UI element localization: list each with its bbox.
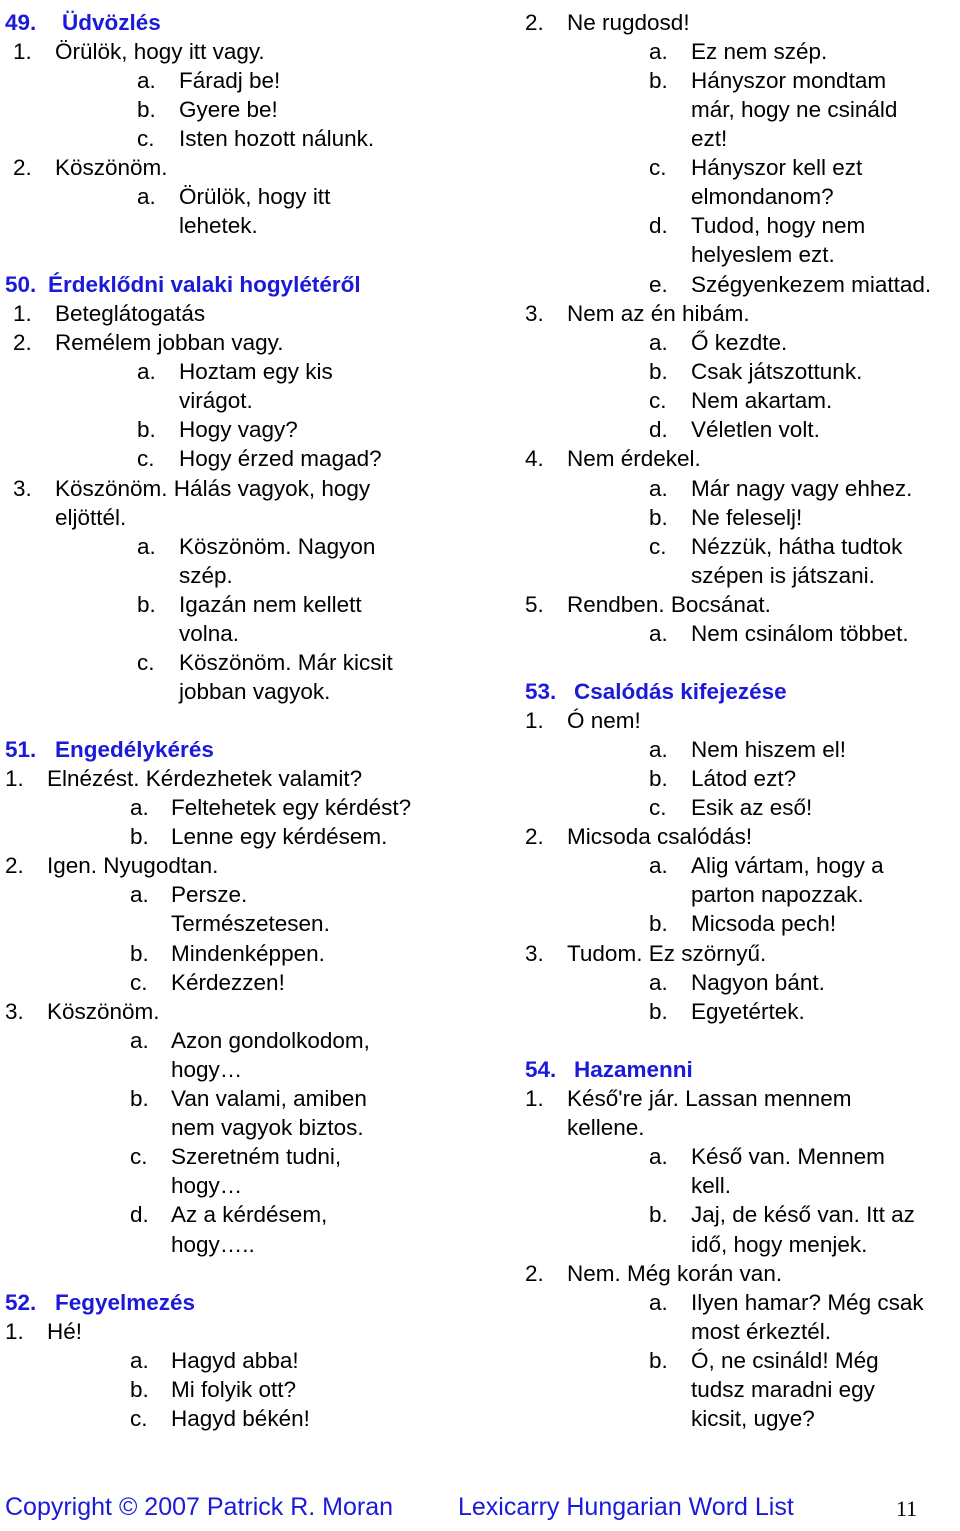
text-line: Szeretném tudni,	[171, 1144, 342, 1169]
text-line: 1.	[525, 1086, 544, 1111]
text-line: Igazán nem kellett	[179, 592, 362, 617]
text-line: b.	[130, 1377, 149, 1402]
text-line: Köszönöm. Hálás vagyok, hogy	[55, 476, 371, 501]
text-line: Remélem jobban vagy.	[55, 330, 284, 355]
text-line: b.	[649, 999, 668, 1024]
text-line: Micsoda pech!	[691, 911, 837, 936]
text-line: Szégyenkezem miattad.	[691, 272, 932, 297]
text-line: Nem az én hibám.	[567, 301, 750, 326]
text-line: c.	[649, 534, 667, 559]
text-line: Ilyen hamar? Még csak	[691, 1290, 924, 1315]
text-line: Gyere be!	[179, 97, 278, 122]
text-line: Örülök, hogy itt	[179, 184, 331, 209]
section-heading: Csalódás kifejezése	[574, 679, 787, 704]
text-line: Lenne egy kérdésem.	[171, 824, 388, 849]
text-line: Nem hiszem el!	[691, 737, 847, 762]
text-line: már, hogy ne csináld	[691, 97, 898, 122]
text-line: virágot.	[179, 388, 253, 413]
text-line: tudsz maradni egy	[691, 1377, 875, 1402]
section-heading: 51.	[5, 737, 37, 762]
text-line: Beteglátogatás	[55, 301, 206, 326]
text-line: Mindenképpen.	[171, 941, 325, 966]
text-line: Van valami, amiben	[171, 1086, 367, 1111]
text-line: Azon gondolkodom,	[171, 1028, 370, 1053]
text-line: a.	[130, 882, 149, 907]
text-line: a.	[649, 621, 668, 646]
text-line: 1.	[13, 39, 32, 64]
text-line: b.	[649, 359, 668, 384]
text-line: b.	[130, 941, 149, 966]
text-line: c.	[137, 446, 155, 471]
text-line: 1.	[525, 708, 544, 733]
text-line: Köszönöm.	[47, 999, 160, 1024]
text-line: Természetesen.	[171, 911, 330, 936]
text-line: b.	[649, 766, 668, 791]
text-line: c.	[130, 1406, 148, 1431]
text-line: a.	[649, 330, 668, 355]
text-line: 2.	[5, 853, 24, 878]
text-line: Ne rugdosd!	[567, 10, 690, 35]
text-line: b.	[130, 1086, 149, 1111]
text-line: Nézzük, hátha tudtok	[691, 534, 903, 559]
text-line: Nem akartam.	[691, 388, 833, 413]
text-line: 2.	[13, 155, 32, 180]
text-line: b.	[649, 68, 668, 93]
text-line: 4.	[525, 446, 544, 471]
text-line: a.	[137, 534, 156, 559]
text-line: Nem érdekel.	[567, 446, 701, 471]
text-line: Hányszor kell ezt	[691, 155, 863, 180]
text-line: most érkeztél.	[691, 1319, 832, 1344]
section-heading: 54.	[525, 1057, 557, 1082]
text-line: nem vagyok biztos.	[171, 1115, 364, 1140]
text-line: a.	[130, 795, 149, 820]
text-line: Már nagy vagy ehhez.	[691, 476, 913, 501]
text-line: c.	[130, 970, 148, 995]
text-line: Feltehetek egy kérdést?	[171, 795, 412, 820]
text-line: Ó, ne csináld! Még	[691, 1348, 879, 1373]
text-line: Hé!	[47, 1319, 83, 1344]
text-line: a.	[130, 1348, 149, 1373]
text-line: Csak játszottunk.	[691, 359, 863, 384]
text-line: 3.	[525, 301, 544, 326]
text-line: b.	[130, 824, 149, 849]
text-line: Az a kérdésem,	[171, 1202, 328, 1227]
text-line: 3.	[525, 941, 544, 966]
text-line: Hogy érzed magad?	[179, 446, 382, 471]
footer-title: Lexicarry Hungarian Word List	[458, 1493, 794, 1521]
text-line: Igen. Nyugodtan.	[47, 853, 219, 878]
text-line: a.	[137, 68, 156, 93]
text-line: Esik az eső!	[691, 795, 813, 820]
text-line: Nem csinálom többet.	[691, 621, 909, 646]
text-line: Micsoda csalódás!	[567, 824, 753, 849]
text-line: Ez nem szép.	[691, 39, 828, 64]
text-line: hogy…	[171, 1057, 243, 1082]
text-line: Késő van. Mennem	[691, 1144, 885, 1169]
text-line: Kérdezzen!	[171, 970, 285, 995]
text-line: a.	[649, 737, 668, 762]
section-heading: 52.	[5, 1290, 37, 1315]
section-heading: Engedélykérés	[55, 737, 214, 762]
text-line: Köszönöm. Már kicsit	[179, 650, 393, 675]
text-line: Hagyd abba!	[171, 1348, 299, 1373]
text-line: elmondanom?	[691, 184, 834, 209]
text-line: Fáradj be!	[179, 68, 281, 93]
text-line: b.	[137, 592, 156, 617]
text-line: Hogy vagy?	[179, 417, 298, 442]
text-line: 2.	[525, 10, 544, 35]
text-line: d.	[130, 1202, 149, 1227]
text-line: a.	[649, 970, 668, 995]
text-line: c.	[137, 126, 155, 151]
text-line: 3.	[13, 476, 32, 501]
text-line: e.	[649, 272, 668, 297]
text-line: szépen is játszani.	[691, 563, 875, 588]
text-line: Mi folyik ott?	[171, 1377, 297, 1402]
text-line: 2.	[525, 1261, 544, 1286]
text-line: volna.	[179, 621, 240, 646]
text-line: b.	[137, 417, 156, 442]
text-line: Örülök, hogy itt vagy.	[55, 39, 265, 64]
section-heading: Érdeklődni valaki hogylétéről	[48, 272, 361, 297]
text-line: Tudom. Ez szörnyű.	[567, 941, 767, 966]
text-line: Alig vártam, hogy a	[691, 853, 884, 878]
text-line: Ó nem!	[567, 708, 641, 733]
text-line: Látod ezt?	[691, 766, 797, 791]
text-line: Köszönöm.	[55, 155, 168, 180]
text-line: 5.	[525, 592, 544, 617]
text-line: 2.	[525, 824, 544, 849]
text-line: Rendben. Bocsánat.	[567, 592, 771, 617]
text-line: kellene.	[567, 1115, 645, 1140]
text-line: b.	[649, 505, 668, 530]
text-line: a.	[649, 476, 668, 501]
text-line: szép.	[179, 563, 233, 588]
text-line: Hoztam egy kis	[179, 359, 333, 384]
text-line: b.	[649, 1202, 668, 1227]
text-line: eljöttél.	[55, 505, 127, 530]
text-line: ezt!	[691, 126, 728, 151]
section-heading: Fegyelmezés	[55, 1290, 196, 1315]
text-line: Elnézést. Kérdezhetek valamit?	[47, 766, 363, 791]
text-line: parton napozzak.	[691, 882, 864, 907]
text-line: Véletlen volt.	[691, 417, 820, 442]
text-line: a.	[649, 39, 668, 64]
text-line: b.	[649, 1348, 668, 1373]
text-line: hogy…..	[171, 1232, 255, 1257]
text-line: Hányszor mondtam	[691, 68, 887, 93]
text-line: Köszönöm. Nagyon	[179, 534, 376, 559]
section-heading: 53.	[525, 679, 557, 704]
text-line: idő, hogy menjek.	[691, 1232, 868, 1257]
text-line: Késő're jár. Lassan mennem	[567, 1086, 852, 1111]
text-line: Persze.	[171, 882, 248, 907]
text-line: 1.	[5, 1319, 24, 1344]
text-line: Nagyon bánt.	[691, 970, 825, 995]
text-line: a.	[649, 1290, 668, 1315]
text-line: d.	[649, 417, 668, 442]
footer-copyright: Copyright © 2007 Patrick R. Moran	[5, 1493, 394, 1521]
text-line: hogy…	[171, 1173, 243, 1198]
text-line: 1.	[5, 766, 24, 791]
text-line: b.	[649, 911, 668, 936]
text-line: helyeslem ezt.	[691, 242, 835, 267]
text-line: c.	[649, 795, 667, 820]
text-line: lehetek.	[179, 213, 258, 238]
text-line: kell.	[691, 1173, 732, 1198]
text-line: a.	[137, 359, 156, 384]
text-line: Jaj, de késő van. Itt az	[691, 1202, 915, 1227]
text-line: Ne feleselj!	[691, 505, 803, 530]
text-line: a.	[137, 184, 156, 209]
text-line: Ő kezdte.	[691, 330, 788, 355]
text-line: Hagyd békén!	[171, 1406, 310, 1431]
text-line: c.	[137, 650, 155, 675]
text-line: Tudod, hogy nem	[691, 213, 866, 238]
text-line: 2.	[13, 330, 32, 355]
section-heading: Üdvözlés	[62, 10, 161, 35]
text-line: a.	[649, 1144, 668, 1169]
page-number: 11	[896, 1496, 918, 1521]
text-line: Egyetértek.	[691, 999, 805, 1024]
section-heading: Hazamenni	[574, 1057, 693, 1082]
text-line: a.	[649, 853, 668, 878]
text-line: 1.	[13, 301, 32, 326]
text-line: jobban vagyok.	[179, 679, 331, 704]
section-heading: 50.	[5, 272, 37, 297]
text-line: a.	[130, 1028, 149, 1053]
text-line: d.	[649, 213, 668, 238]
text-line: Isten hozott nálunk.	[179, 126, 375, 151]
text-line: Nem. Még korán van.	[567, 1261, 783, 1286]
text-line: 3.	[5, 999, 24, 1024]
text-line: c.	[649, 155, 667, 180]
text-line: b.	[137, 97, 156, 122]
text-line: kicsit, ugye?	[691, 1406, 815, 1431]
text-line: c.	[649, 388, 667, 413]
text-line: c.	[130, 1144, 148, 1169]
section-heading: 49.	[5, 10, 37, 35]
